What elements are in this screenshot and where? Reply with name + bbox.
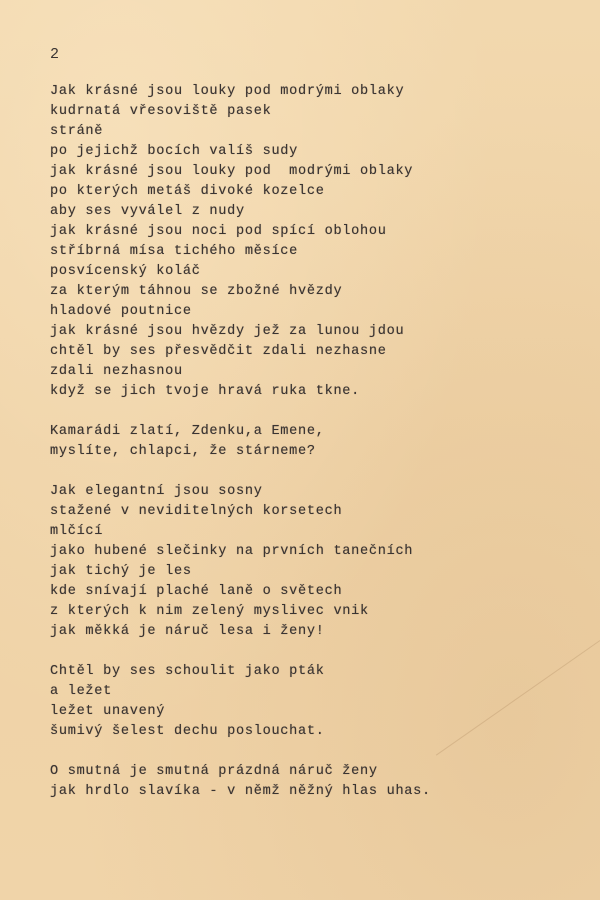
stanza-gap <box>50 462 570 482</box>
poem-line: jak měkká je náruč lesa i ženy! <box>50 624 325 639</box>
poem-line: jak tichý je les <box>50 564 192 579</box>
poem-line: jak krásné jsou louky pod modrými oblaky <box>50 164 414 179</box>
poem-line: aby ses vyválel z nudy <box>50 204 245 219</box>
poem-line: Chtěl by ses schoulit jako pták <box>50 664 325 679</box>
stanza-gap <box>50 642 570 662</box>
stanza-5 <box>50 762 570 802</box>
stanza-2 <box>50 422 570 462</box>
poem-line: kudrnatá vřesoviště pasek <box>50 104 272 119</box>
poem-line: kde snívají plaché laně o světech <box>50 584 343 599</box>
poem-line: Kamarádi zlatí, Zdenku,a Emene, <box>50 424 325 439</box>
poem-line: a ležet <box>50 684 113 699</box>
poem-line: stažené v neviditelných korsetech <box>50 504 343 519</box>
stanza-4 <box>50 662 570 742</box>
poem-line: jak krásné jsou hvězdy jež za lunou jdou <box>50 324 405 339</box>
poem-line: stráně <box>50 124 104 139</box>
stanza-gap <box>50 742 570 762</box>
poem-line: když se jich tvoje hravá ruka tkne. <box>50 384 361 399</box>
stanza-gap <box>50 402 570 422</box>
poem-line: chtěl by ses přesvědčit zdali nezhasne <box>50 344 387 359</box>
poem-line: šumivý šelest dechu poslouchat. <box>50 724 325 739</box>
poem-line: jak krásné jsou noci pod spící oblohou <box>50 224 387 239</box>
poem-line: hladové poutnice <box>50 304 192 319</box>
poem-line: zdali nezhasnou <box>50 364 183 379</box>
poem-line: Jak krásné jsou louky pod modrými oblaky <box>50 84 405 99</box>
poem-line: O smutná je smutná prázdná náruč ženy <box>50 764 378 779</box>
stanza-1 <box>50 82 570 402</box>
poem-line: mlčící <box>50 524 104 539</box>
poem-line: stříbrná mísa tichého měsíce <box>50 244 299 259</box>
poem-line: jako hubené slečinky na prvních tanečních <box>50 544 414 559</box>
page-number: 2 <box>50 46 60 63</box>
poem-line: posvícenský koláč <box>50 264 201 279</box>
poem-text <box>50 82 570 802</box>
poem-line: za kterým táhnou se zbožné hvězdy <box>50 284 343 299</box>
poem-line: Jak elegantní jsou sosny <box>50 484 263 499</box>
poem-line: z kterých k nim zelený myslivec vnik <box>50 604 369 619</box>
poem-line: ležet unavený <box>50 704 166 719</box>
poem-line: po jejichž bocích valíš sudy <box>50 144 299 159</box>
stanza-3 <box>50 482 570 642</box>
poem-line: myslíte, chlapci, že stárneme? <box>50 444 316 459</box>
poem-line: jak hrdlo slavíka - v němž něžný hlas uhas. <box>50 784 431 799</box>
poem-line: po kterých metáš divoké kozelce <box>50 184 325 199</box>
